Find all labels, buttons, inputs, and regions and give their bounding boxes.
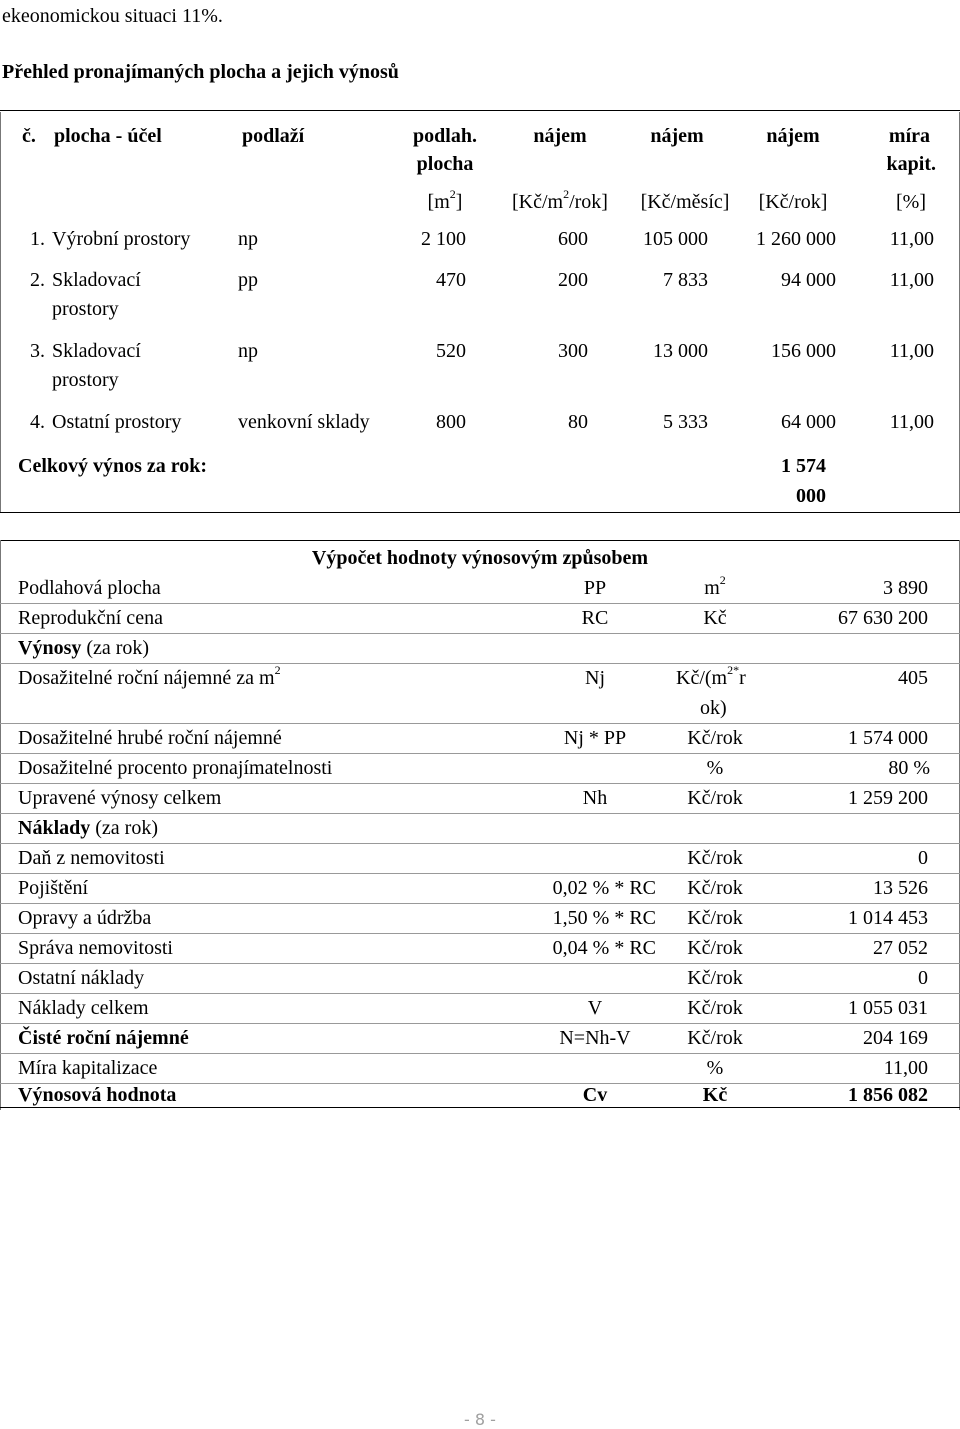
row-plocha: 520 — [436, 340, 466, 362]
row-abbr: Nj — [585, 667, 605, 689]
table-border — [0, 540, 1, 1110]
row-value: 204 169 — [863, 1027, 928, 1049]
row-unit: Kč/rok — [687, 787, 743, 809]
row-label: Správa nemovitosti — [18, 937, 173, 959]
col-header-najem-mesic: nájem — [650, 125, 704, 147]
col-header-podlazi: podlaží — [242, 125, 305, 147]
row-abbr: Nh — [582, 787, 608, 809]
row-label: Výnosová hodnota — [18, 1084, 177, 1106]
col-header-num: č. — [22, 125, 36, 147]
row-unit: Kč/rok — [687, 937, 743, 959]
row-abbr: RC — [581, 607, 609, 629]
row-value: 1 055 031 — [848, 997, 928, 1019]
row-abbr: 1,50 % * RC — [552, 907, 656, 929]
row-name: Skladovací — [52, 340, 141, 362]
row-value: 0 — [918, 847, 928, 869]
row-unit: $Kč/(m^{2*}r$ — [676, 663, 746, 689]
row-unit: Kč/rok — [687, 967, 743, 989]
row-separator — [0, 813, 960, 814]
row-najem-m2: 200 — [558, 269, 588, 291]
row-plocha: 800 — [436, 411, 466, 433]
col-header-podlah-line2: plocha — [416, 153, 474, 175]
row-abbr: V — [587, 997, 603, 1019]
col-header-plocha-ucel: plocha - účel — [54, 125, 162, 147]
row-podlazi: np — [238, 340, 258, 362]
section-title: Přehled pronajímaných plocha a jejich výnosů — [2, 61, 399, 83]
row-separator — [0, 993, 960, 994]
row-abbr: Cv — [582, 1084, 608, 1106]
row-value: 13 526 — [873, 877, 928, 899]
col-header-mira-line2: kapit. — [886, 153, 936, 175]
row-label: Dosažitelné procento pronajímatelnosti — [18, 757, 333, 779]
unit-najem-rok: [Kč/rok] — [758, 191, 828, 213]
row-label: Podlahová plocha — [18, 577, 161, 599]
table-border — [0, 512, 960, 513]
row-plocha: 470 — [436, 269, 466, 291]
row-mira: 11,00 — [889, 411, 934, 433]
table-border — [0, 540, 960, 541]
row-separator — [0, 603, 960, 604]
row-value: 67 630 200 — [838, 607, 928, 629]
row-separator — [0, 843, 960, 844]
row-label: Náklady celkem — [18, 997, 149, 1019]
row-label: Dosažitelné roční nájemné za $m^2$ — [18, 663, 281, 689]
row-value: 3 890 — [883, 577, 928, 599]
row-najem-mesic: 7 833 — [663, 269, 708, 291]
row-value: 27 052 — [873, 937, 928, 959]
row-unit: $m^2$ — [704, 573, 726, 599]
unit-najem-m2: $[Kč/m^2/rok]$ — [512, 187, 608, 213]
row-unit: Kč/rok — [687, 907, 743, 929]
row-separator — [0, 1053, 960, 1054]
row-unit: % — [706, 757, 724, 779]
row-separator — [0, 753, 960, 754]
col-header-najem-m2: nájem — [533, 125, 587, 147]
row-unit: Kč — [703, 607, 727, 629]
row-separator — [0, 633, 960, 634]
row-label: Opravy a údržba — [18, 907, 152, 929]
intro-text: ekeonomickou situaci 11%. — [2, 5, 223, 27]
row-label: Čisté roční nájemné — [18, 1027, 189, 1049]
row-najem-mesic: 13 000 — [653, 340, 708, 362]
row-num: 2. — [30, 269, 45, 291]
unit-najem-mesic: [Kč/měsíc] — [640, 191, 730, 213]
col-header-mira-line1: míra — [888, 125, 930, 147]
row-value: 1 574 000 — [848, 727, 928, 749]
row-name-line2: prostory — [52, 298, 119, 320]
row-separator — [0, 903, 960, 904]
col-header-podlah-line1: podlah. — [413, 125, 477, 147]
row-label: Pojištění — [18, 877, 89, 899]
row-num: 1. — [30, 228, 45, 250]
row-separator — [0, 723, 960, 724]
row-unit: Kč/rok — [687, 727, 743, 749]
row-unit: Kč — [702, 1084, 728, 1106]
table-border — [0, 1107, 960, 1108]
total-value-line2: 000 — [796, 485, 826, 507]
row-label: Dosažitelné hrubé roční nájemné — [18, 727, 282, 749]
row-abbr: PP — [583, 577, 607, 599]
row-num: 4. — [30, 411, 45, 433]
total-label: Celkový výnos za rok: — [18, 455, 208, 477]
row-najem-mesic: 105 000 — [643, 228, 708, 250]
row-label: Míra kapitalizace — [18, 1057, 158, 1079]
row-podlazi: np — [238, 228, 258, 250]
row-abbr: N=Nh-V — [559, 1027, 631, 1049]
row-value: 11,00 — [883, 1057, 928, 1079]
row-value: 1 856 082 — [848, 1084, 928, 1106]
row-abbr: 0,04 % * RC — [552, 937, 656, 959]
row-unit: Kč/rok — [687, 847, 743, 869]
row-separator — [0, 873, 960, 874]
row-unit: Kč/rok — [687, 1027, 743, 1049]
row-label: Upravené výnosy celkem — [18, 787, 222, 809]
row-abbr: Nj * PP — [563, 727, 627, 749]
row-mira: 11,00 — [889, 340, 934, 362]
row-unit-line2: ok) — [700, 697, 727, 719]
row-unit: % — [706, 1057, 724, 1079]
unit-mira: [%] — [896, 191, 926, 213]
row-name: Výrobní prostory — [52, 228, 191, 250]
row-label: Reprodukční cena — [18, 607, 163, 629]
page-number: - 8 - — [464, 1410, 496, 1429]
row-najem-rok: 64 000 — [781, 411, 836, 433]
row-value: 405 — [898, 667, 928, 689]
row-najem-rok: 156 000 — [771, 340, 836, 362]
row-najem-rok: 1 260 000 — [756, 228, 836, 250]
row-num: 3. — [30, 340, 45, 362]
table-border — [0, 110, 960, 111]
row-name: Skladovací — [52, 269, 141, 291]
row-name: Ostatní prostory — [52, 411, 182, 433]
row-plocha: 2 100 — [421, 228, 466, 250]
row-separator — [0, 1023, 960, 1024]
row-separator — [0, 663, 960, 664]
row-podlazi: venkovní sklady — [238, 411, 370, 433]
row-separator — [0, 963, 960, 964]
row-value: 1 014 453 — [848, 907, 928, 929]
row-label: Daň z nemovitosti — [18, 847, 165, 869]
total-value: 1 574 — [781, 455, 826, 477]
row-separator — [0, 783, 960, 784]
row-mira: 11,00 — [889, 228, 934, 250]
row-abbr: 0,02 % * RC — [552, 877, 656, 899]
col-header-najem-rok: nájem — [766, 125, 820, 147]
row-najem-rok: 94 000 — [781, 269, 836, 291]
unit-podlah: $[m^2]$ — [427, 187, 463, 213]
row-najem-mesic: 5 333 — [663, 411, 708, 433]
row-najem-m2: 600 — [558, 228, 588, 250]
row-najem-m2: 300 — [558, 340, 588, 362]
valuation-title: Výpočet hodnoty výnosovým způsobem — [311, 547, 649, 569]
row-name-line2: prostory — [52, 369, 119, 391]
row-label: Výnosy (za rok) — [18, 637, 150, 659]
row-separator — [0, 933, 960, 934]
row-value: 0 — [918, 967, 928, 989]
row-label: Ostatní náklady — [18, 967, 145, 989]
row-podlazi: pp — [238, 269, 258, 291]
row-unit: Kč/rok — [687, 877, 743, 899]
row-mira: 11,00 — [889, 269, 934, 291]
row-value: 1 259 200 — [848, 787, 928, 809]
row-najem-m2: 80 — [568, 411, 588, 433]
row-label: Náklady (za rok) — [18, 817, 158, 839]
row-value: 80 % — [888, 757, 930, 779]
table-border — [0, 112, 1, 512]
row-unit: Kč/rok — [687, 997, 743, 1019]
